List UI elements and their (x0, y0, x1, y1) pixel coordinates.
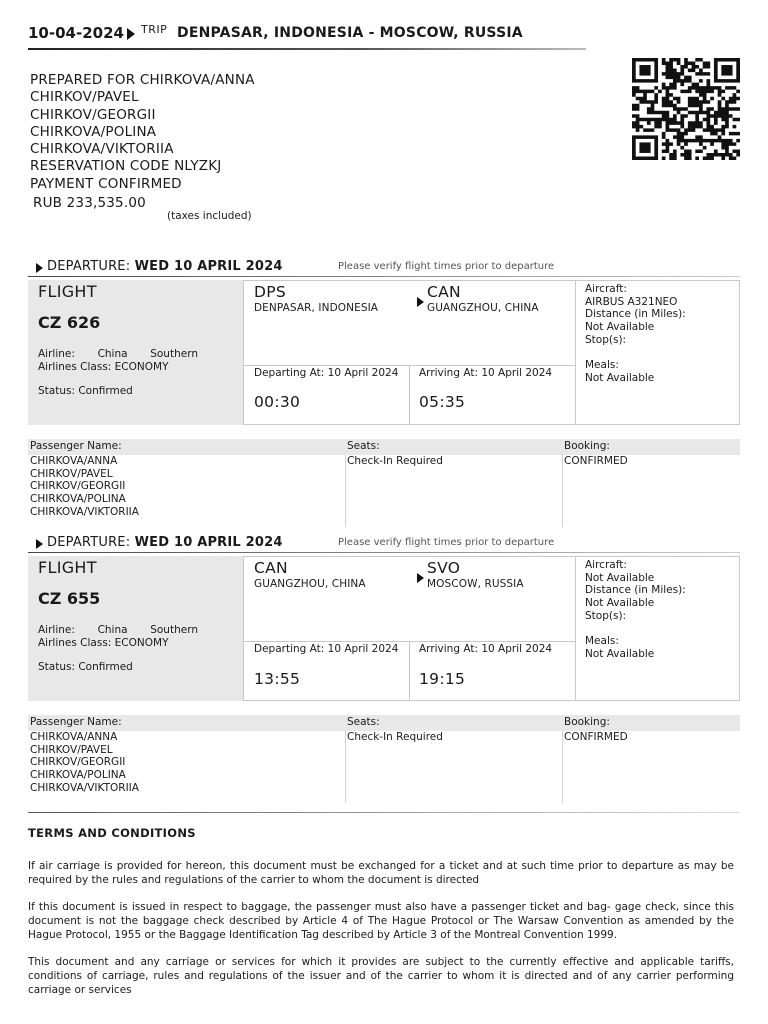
departing-label: Departing At: 10 April 2024 (254, 643, 399, 655)
header-divider (28, 48, 586, 50)
taxes-note: (taxes included) (167, 210, 252, 222)
origin-code: CAN (254, 559, 288, 577)
prepared-line: CHIRKOVA/POLINA (30, 123, 157, 140)
passenger-table-header (28, 715, 740, 731)
aircraft-info: Aircraft: AIRBUS A321NEO Distance (in Miles): Not Available Stop(s): Meals: Not Available (585, 283, 686, 384)
seats-value: Check-In Required (347, 455, 443, 467)
prepared-for-block (30, 72, 255, 193)
departure-bar (28, 259, 740, 277)
list-item: CHIRKOV/GEORGII (30, 480, 126, 493)
passenger-table-header (28, 439, 740, 455)
list-item: CHIRKOVA/ANNA (30, 731, 118, 743)
arriving-label: Arriving At: 10 April 2024 (419, 643, 553, 655)
route-arrow-icon (417, 297, 424, 307)
departing-time: 00:30 (254, 393, 301, 411)
prepared-line: CHIRKOV/PAVEL (30, 89, 139, 106)
terms-paragraph: If air carriage is provided for hereon, this document must be exchanged for a ticket and at such time prior to departure as may be required by the rules and regulations of the carrier to whom the document is directed (28, 860, 734, 886)
origin-city: DENPASAR, INDONESIA (254, 302, 379, 314)
airline-info: Airline: China Southern Airlines Class: ECONOMY (38, 348, 198, 373)
flight-number: CZ 655 (38, 589, 101, 608)
list-item: CHIRKOV/PAVEL (30, 743, 113, 756)
verify-note: Please verify flight times prior to departure (338, 261, 555, 272)
list-item: CHIRKOVA/VIKTORIIA (30, 505, 139, 518)
reservation-code: RESERVATION CODE NLYZKJ (30, 158, 222, 175)
booking-value: CONFIRMED (564, 455, 628, 467)
trip-label: TRIP (141, 23, 168, 36)
flight-label: FLIGHT (38, 558, 97, 577)
col-passenger-name: Passenger Name: (30, 440, 122, 452)
terms-title: TERMS AND CONDITIONS (28, 826, 196, 840)
destination-code: SVO (427, 559, 461, 577)
flight-details (243, 280, 740, 425)
passenger-list (30, 731, 139, 795)
col-booking: Booking: (564, 716, 610, 728)
seats-value: Check-In Required (347, 731, 443, 743)
route-arrow-icon (417, 573, 424, 583)
flight-status: Status: Confirmed (38, 661, 133, 673)
flight-number: CZ 626 (38, 313, 101, 332)
destination-code: CAN (427, 283, 461, 301)
total-price: RUB 233,535.00 (33, 195, 146, 211)
play-arrow-icon (36, 539, 43, 549)
origin-city: GUANGZHOU, CHINA (254, 578, 366, 590)
destination-city: MOSCOW, RUSSIA (427, 578, 524, 590)
flight-status: Status: Confirmed (38, 385, 133, 397)
flight-details (243, 556, 740, 701)
aircraft-info: Aircraft: Not Available Distance (in Miles): Not Available Stop(s): Meals: Not Available (585, 559, 686, 660)
destination-city: GUANGZHOU, CHINA (427, 302, 539, 314)
section-divider (28, 812, 740, 813)
arriving-time: 05:35 (419, 393, 466, 411)
play-arrow-icon (127, 28, 135, 40)
trip-route: DENPASAR, INDONESIA - MOSCOW, RUSSIA (177, 25, 523, 41)
prepared-line: CHIRKOVA/VIKTORIIA (30, 141, 174, 158)
origin-code: DPS (254, 283, 287, 301)
departing-time: 13:55 (254, 670, 301, 688)
prepared-line: PREPARED FOR CHIRKOVA/ANNA (30, 72, 255, 88)
list-item: CHIRKOVA/ANNA (30, 455, 118, 467)
col-seats: Seats: (347, 716, 380, 728)
payment-status: PAYMENT CONFIRMED (30, 175, 182, 192)
terms-paragraph: This document and any carriage or services for which it provides are subject to the currently effective and applicable tariffs, conditions of carriage, rules and regulations of the issuer and of the carrier to whom it is directed and of any carrier performing carriage or services (28, 956, 734, 996)
col-booking: Booking: (564, 440, 610, 452)
flight-summary (28, 280, 243, 425)
list-item: CHIRKOVA/VIKTORIIA (30, 781, 139, 794)
departure-bar (28, 535, 740, 553)
departure-label: DEPARTURE: WED 10 APRIL 2024 (47, 259, 283, 274)
list-item: CHIRKOVA/POLINA (30, 493, 126, 506)
passenger-list (30, 455, 139, 519)
prepared-line: CHIRKOV/GEORGII (30, 106, 156, 123)
verify-note: Please verify flight times prior to departure (338, 537, 555, 548)
col-passenger-name: Passenger Name: (30, 716, 122, 728)
departing-label: Departing At: 10 April 2024 (254, 367, 399, 379)
arriving-label: Arriving At: 10 April 2024 (419, 367, 553, 379)
arriving-time: 19:15 (419, 670, 466, 688)
play-arrow-icon (36, 263, 43, 273)
list-item: CHIRKOV/PAVEL (30, 467, 113, 480)
qr-code-icon (632, 58, 740, 160)
booking-value: CONFIRMED (564, 731, 628, 743)
departure-divider (28, 552, 740, 553)
flight-label: FLIGHT (38, 282, 97, 301)
departure-divider (28, 276, 740, 277)
flight-summary (28, 556, 243, 701)
departure-label: DEPARTURE: WED 10 APRIL 2024 (47, 535, 283, 550)
col-seats: Seats: (347, 440, 380, 452)
itinerary-date: 10-04-2024 (28, 24, 124, 42)
list-item: CHIRKOVA/POLINA (30, 769, 126, 782)
list-item: CHIRKOV/GEORGII (30, 756, 126, 769)
airline-info: Airline: China Southern Airlines Class: ECONOMY (38, 624, 198, 649)
terms-paragraph: If this document is issued in respect to baggage, the passenger must also have a passenger ticket and bag- gage check, since this document is not the baggage check described by Article 4 of The Hague Protocol or The Warsaw Convention as amended by the Hague Protocol, 1955 or the Baggage Identification Tag described by Article 3 of the Montreal Convention 1999. (28, 901, 734, 941)
